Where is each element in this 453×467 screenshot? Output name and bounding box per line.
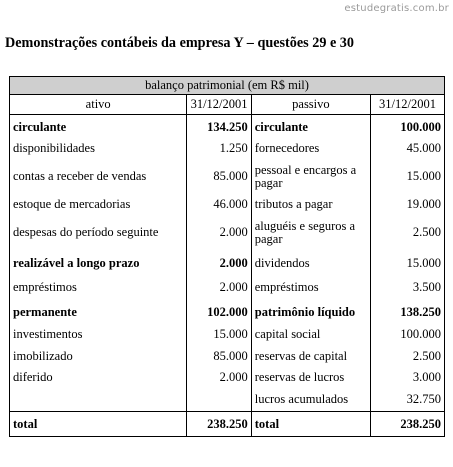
passivo-value: 15.000 — [371, 251, 445, 275]
passivo-label: dividendos — [251, 251, 370, 275]
table-row — [10, 325, 445, 344]
passivo-value: 32.750 — [371, 387, 445, 412]
ativo-label: circulante — [10, 115, 187, 140]
passivo-value: 3.500 — [371, 275, 445, 299]
ativo-value: 85.000 — [187, 344, 251, 368]
passivo-label: empréstimos — [251, 275, 370, 299]
table-caption: balanço patrimonial (em R$ mil) — [10, 77, 445, 95]
table-row — [10, 299, 445, 325]
passivo-value: 100.000 — [371, 115, 445, 140]
ativo-label: realizável a longo prazo — [10, 251, 187, 275]
passivo-value: 19.000 — [371, 195, 445, 214]
ativo-label: investimentos — [10, 325, 187, 344]
passivo-value: 3.000 — [371, 368, 445, 387]
balance-sheet-table — [9, 76, 445, 437]
header-passivo-date: 31/12/2001 — [371, 95, 445, 115]
ativo-value: 46.000 — [187, 195, 251, 214]
ativo-label — [10, 387, 187, 412]
passivo-label: lucros acumulados — [251, 387, 370, 412]
total-label-passivo: total — [251, 412, 370, 437]
ativo-label: estoque de mercadorias — [10, 195, 187, 214]
header-ativo: ativo — [10, 95, 187, 115]
header-passivo: passivo — [251, 95, 370, 115]
passivo-label: fornecedores — [251, 139, 370, 158]
document-title: Demonstrações contábeis da empresa Y – questões 29 e 30 — [5, 35, 354, 51]
ativo-label: imobilizado — [10, 344, 187, 368]
table-row — [10, 214, 445, 251]
passivo-label: capital social — [251, 325, 370, 344]
passivo-value: 45.000 — [371, 139, 445, 158]
total-value-passivo: 238.250 — [371, 412, 445, 437]
ativo-value: 1.250 — [187, 139, 251, 158]
total-row — [10, 412, 445, 437]
table-row — [10, 195, 445, 214]
site-watermark: estudegratis.com.br — [344, 3, 449, 14]
ativo-value: 2.000 — [187, 368, 251, 387]
passivo-value: 138.250 — [371, 299, 445, 325]
table-row — [10, 368, 445, 387]
ativo-value: 2.000 — [187, 275, 251, 299]
passivo-label: patrimônio líquido — [251, 299, 370, 325]
table-row — [10, 139, 445, 158]
ativo-label: empréstimos — [10, 275, 187, 299]
table-row — [10, 344, 445, 368]
ativo-value: 2.000 — [187, 251, 251, 275]
ativo-value: 2.000 — [187, 214, 251, 251]
ativo-label: disponibilidades — [10, 139, 187, 158]
ativo-label: contas a receber de vendas — [10, 158, 187, 195]
passivo-label: reservas de lucros — [251, 368, 370, 387]
passivo-value: 100.000 — [371, 325, 445, 344]
passivo-label: tributos a pagar — [251, 195, 370, 214]
ativo-value: 102.000 — [187, 299, 251, 325]
passivo-value: 15.000 — [371, 158, 445, 195]
ativo-value: 15.000 — [187, 325, 251, 344]
passivo-label: reservas de capital — [251, 344, 370, 368]
passivo-value: 2.500 — [371, 344, 445, 368]
header-ativo-date: 31/12/2001 — [187, 95, 251, 115]
ativo-value — [187, 387, 251, 412]
ativo-value: 85.000 — [187, 158, 251, 195]
passivo-label: circulante — [251, 115, 370, 140]
table-row — [10, 387, 445, 412]
table-header-row — [10, 95, 445, 115]
ativo-label: despesas do período seguinte — [10, 214, 187, 251]
ativo-label: permanente — [10, 299, 187, 325]
ativo-label: diferido — [10, 368, 187, 387]
passivo-label: pessoal e encargos a pagar — [251, 158, 370, 195]
ativo-value: 134.250 — [187, 115, 251, 140]
table-row — [10, 251, 445, 275]
table-row — [10, 275, 445, 299]
table-body — [10, 115, 445, 437]
table-row — [10, 115, 445, 140]
total-label-ativo: total — [10, 412, 187, 437]
passivo-label: aluguéis e seguros a pagar — [251, 214, 370, 251]
total-value-ativo: 238.250 — [187, 412, 251, 437]
passivo-value: 2.500 — [371, 214, 445, 251]
table-row — [10, 158, 445, 195]
table-caption-row — [10, 77, 445, 95]
